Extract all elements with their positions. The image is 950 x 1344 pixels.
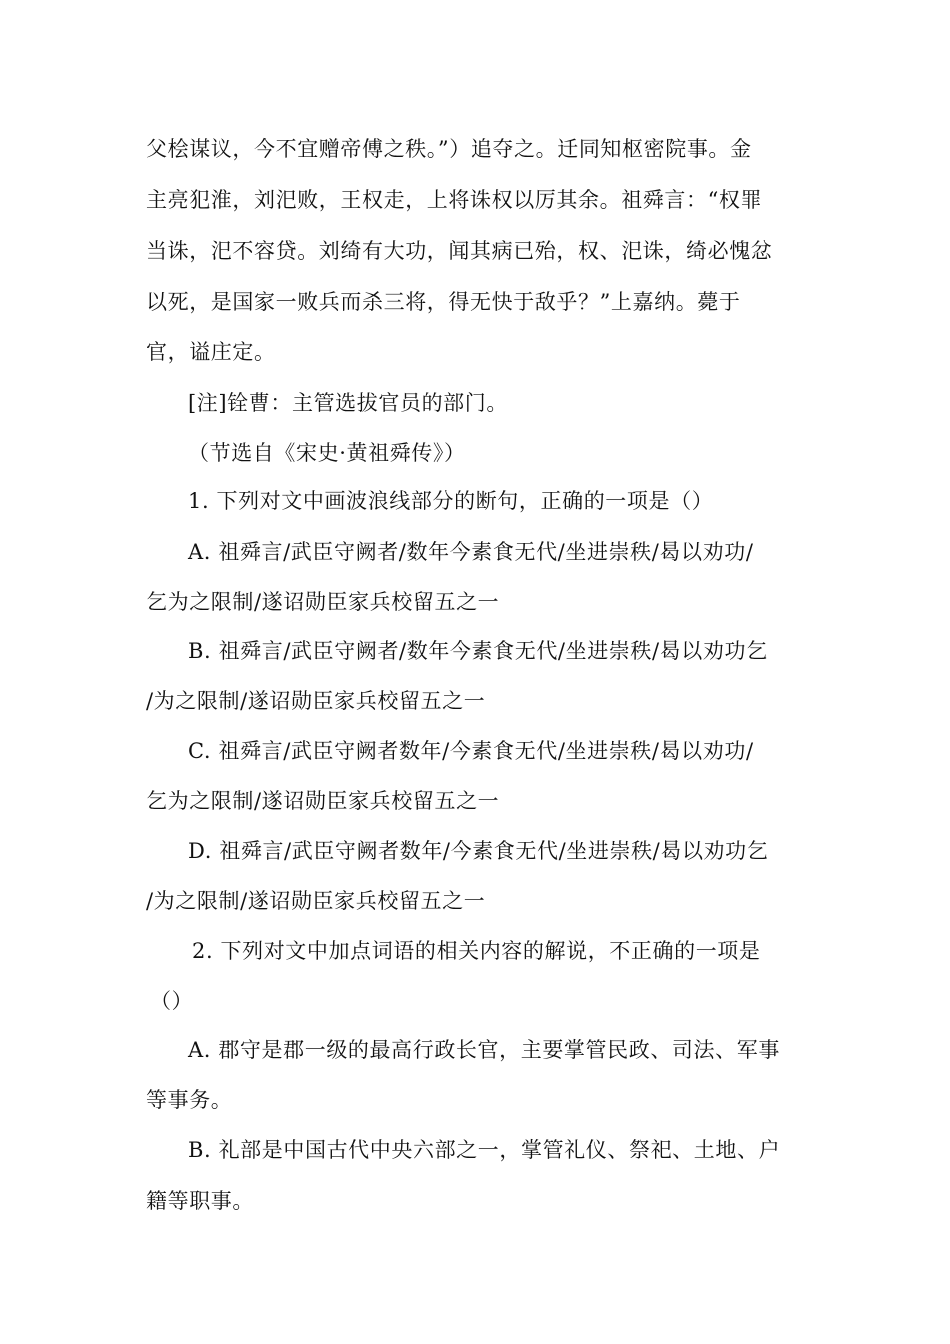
question-1-option-c-continued: 乞为之限制/遂诏勋臣家兵校留五之一 (146, 789, 500, 813)
question-1-stem: 1. 下列对文中画波浪线部分的断句，正确的一项是（） (188, 489, 714, 513)
question-1-option-b: B. 祖舜言/武臣守阙者/数年今素食无代/坐进崇秩/曷以劝功乞 (188, 639, 768, 663)
footnote: [注]铨曹：主管选拔官员的部门。 (188, 391, 508, 415)
passage-line: 当诛，汜不容贷。刘绮有大功，闻其病已殆，权、汜诛，绮必愧忿 (146, 239, 773, 263)
question-2-option-b-continued: 籍等职事。 (146, 1189, 254, 1213)
question-1-option-b-continued: /为之限制/遂诏勋臣家兵校留五之一 (146, 689, 486, 713)
question-2-stem: 2. 下列对文中加点词语的相关内容的解说，不正确的一项是 (192, 939, 761, 963)
passage-line: 官，谥庄定。 (146, 340, 276, 364)
passage-line: 父桧谋议，今不宜赠帝傅之秩。”）追夺之。迁同知枢密院事。金 (146, 137, 752, 161)
question-2-option-a: A. 郡守是郡一级的最高行政长官，主要掌管民政、司法、军事 (188, 1038, 780, 1062)
question-1-option-d: D. 祖舜言/武臣守阙者数年/今素食无代/坐进崇秩/曷以劝功乞 (188, 839, 769, 863)
source-citation: （节选自《宋史·黄祖舜传》） (188, 441, 466, 465)
passage-line: 主亮犯淮，刘汜败，王权走，上将诛权以厉其余。祖舜言：“权罪 (146, 188, 763, 212)
question-1-option-a-continued: 乞为之限制/遂诏勋臣家兵校留五之一 (146, 590, 500, 614)
question-1-option-d-continued: /为之限制/遂诏勋臣家兵校留五之一 (146, 889, 486, 913)
question-2-option-b: B. 礼部是中国古代中央六部之一，掌管礼仪、祭祀、土地、户 (188, 1138, 781, 1162)
question-2-stem-continued: （） (150, 989, 194, 1013)
passage-line: 以死，是国家一败兵而杀三将，得无快于敌乎？”上嘉纳。薨于 (146, 290, 741, 314)
question-1-option-c: C. 祖舜言/武臣守阙者数年/今素食无代/坐进崇秩/曷以劝功/ (188, 739, 754, 763)
question-2-option-a-continued: 等事务。 (146, 1088, 233, 1112)
question-1-option-a: A. 祖舜言/武臣守阙者/数年今素食无代/坐进崇秩/曷以劝功/ (188, 540, 754, 564)
